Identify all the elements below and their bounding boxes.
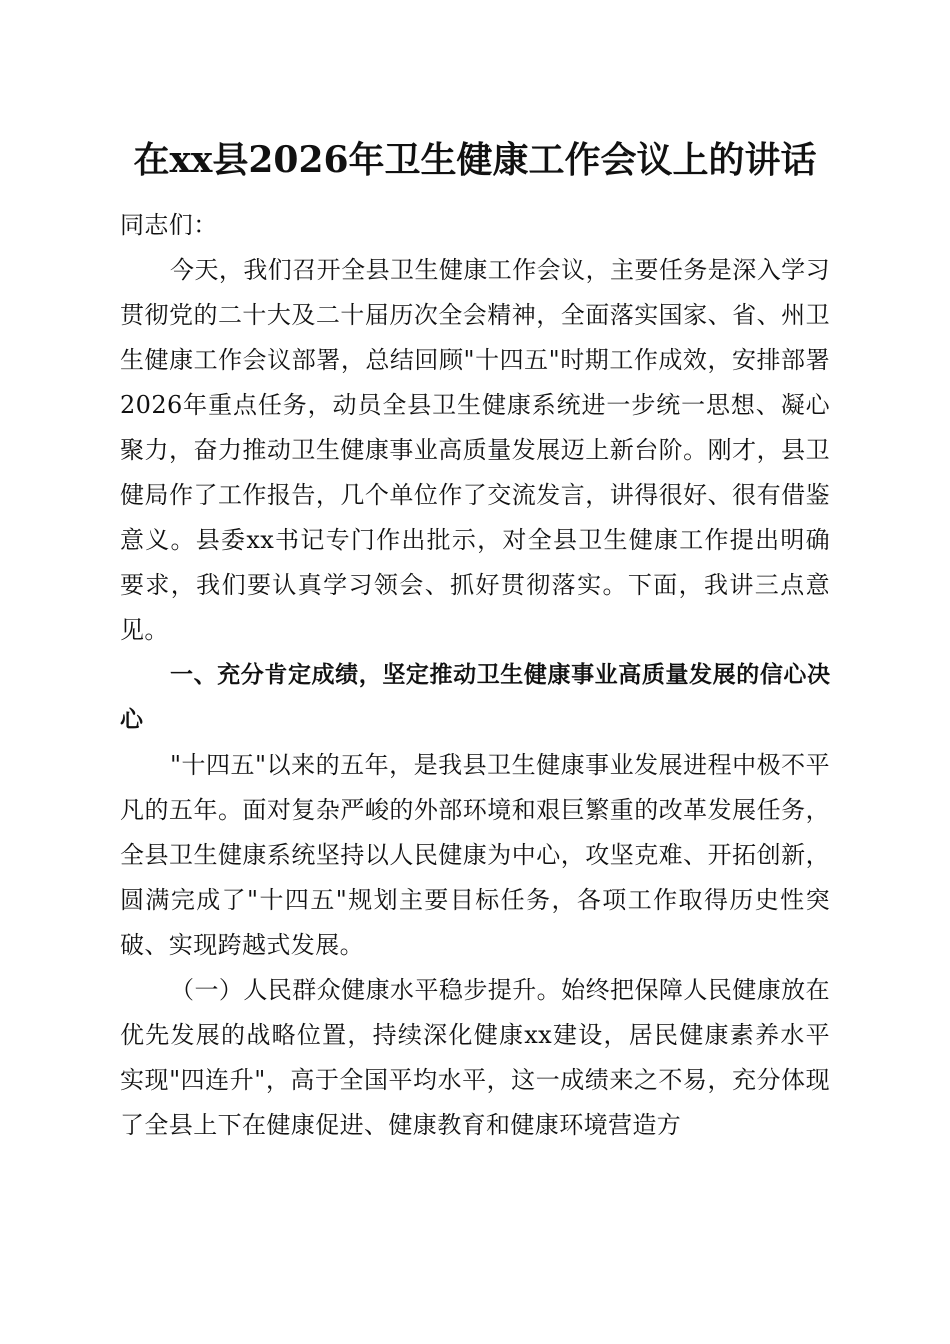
salutation: 同志们： — [120, 211, 218, 239]
section-1-heading: 一、充分肯定成绩，坚定推动卫生健康事业高质量发展的信心决心 — [120, 662, 830, 733]
subsection-1-heading: （一）人民群众健康水平稳步提升。 — [170, 976, 562, 1004]
document-body — [120, 203, 830, 1148]
opening-paragraph: 今天，我们召开全县卫生健康工作会议，主要任务是深入学习贯彻党的二十大及二十届历次全会精神，全面落实国家、省、州卫生健康工作会议部署，总结回顾"十四五"时期工作成效，安排部署2026年重点任务，动员全县卫生健康系统进一步统一思想、凝心聚力，奋力推动卫生健康事业高质量发展迈上新台阶。刚才，县卫健局作了工作报告，几个单位作了交流发言，讲得很好、很有借鉴意义。县委xx书记专门作出批示，对全县卫生健康工作提出明确要求，我们要认真学习领会、抓好贯彻落实。下面，我讲三点意见。 — [120, 256, 830, 644]
subsection-1-text: 始终把保障人民健康放在优先发展的战略位置，持续深化健康xx建设，居民健康素养水平实现"四连升"，高于全国平均水平，这一成绩来之不易，充分体现了全县上下在健康促进、健康教育和健康环境营造方 — [120, 976, 830, 1139]
document-title: 在xx县2026年卫生健康工作会议上的讲话 — [133, 139, 817, 181]
subsection-1-paragraph — [120, 968, 830, 1148]
section-1-paragraph: "十四五"以来的五年，是我县卫生健康事业发展进程中极不平凡的五年。面对复杂严峻的外部环境和艰巨繁重的改革发展任务，全县卫生健康系统坚持以人民健康为中心，攻坚克难、开拓创新，圆满完成了"十四五"规划主要目标任务，各项工作取得历史性突破、实现跨越式发展。 — [120, 751, 830, 959]
